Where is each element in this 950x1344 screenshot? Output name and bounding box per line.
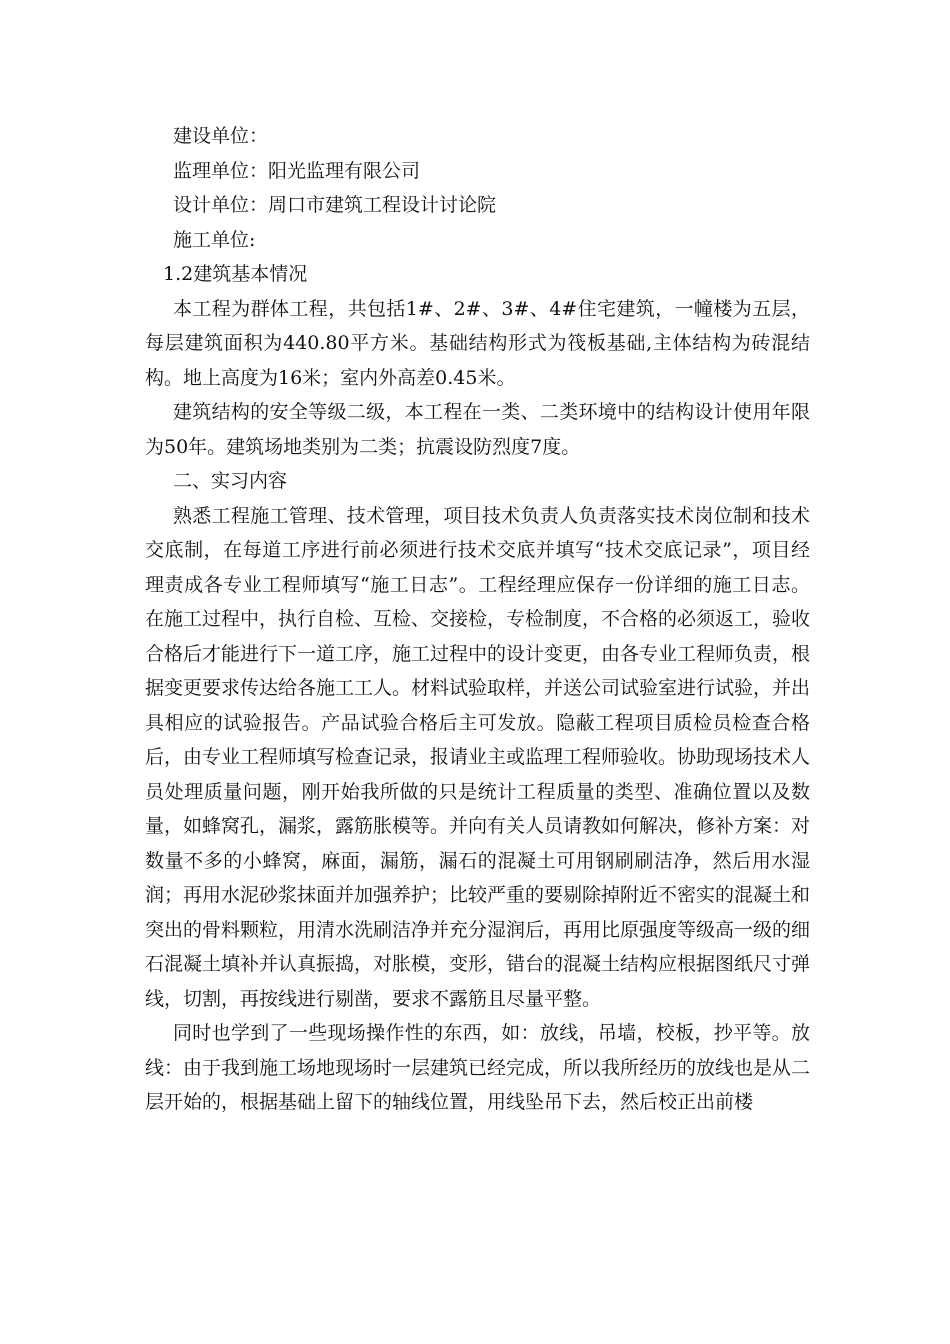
safety-info-paragraph: 建筑结构的安全等级二级，本工程在一类、二类环境中的结构设计使用年限为50年。建筑场地类别为二类；抗震设防烈度7度。: [145, 401, 810, 458]
section-heading-1-2: 1.2建筑基本情况: [163, 263, 308, 285]
document-body: [145, 119, 810, 1120]
field-operations-paragraph: 同时也学到了一些现场操作性的东西，如：放线，吊墙，校板，抄平等。放线：由于我到施工场地现场时一层建筑已经完成，所以我所经历的放线也是从二层开始的，根据基础上留下的轴线位置，用线坠吊下去，然后校正出前楼: [145, 1022, 811, 1113]
building-info-paragraph: 本工程为群体工程，共包括1#、2#、3#、4#住宅建筑，一幢楼为五层，每层建筑面积为440.80平方米。基础结构形式为筏板基础,主体结构为砖混结构。地上高度为16米；室内外高差0.45米。: [145, 297, 810, 389]
supervision-unit-line: 监理单位：阳光监理有限公司: [173, 159, 421, 182]
builder-unit-line: 施工单位:: [173, 228, 256, 251]
construction-unit-line: 建设单位：: [173, 125, 269, 147]
internship-content-paragraph: 熟悉工程施工管理、技术管理，项目技术负责人负责落实技术岗位制和技术交底制，在每道工序进行前必须进行技术交底并填写“技术交底记录”，项目经理责成各专业工程师填写“施工日志”。工程经理应保存一份详细的施工日志。在施工过程中，执行自检、互检、交接检，专检制度，不合格的必须返工，验收合格后才能进行下一道工序，施工过程中的设计变更，由各专业工程师负责，根据变更要求传达给各施工工人。材料试验取样，并送公司试验室进行试验，并出具相应的试验报告。产品试验合格后主可发放。隐蔽工程项目质检员检查合格后，由专业工程师填写检查记录，报请业主或监理工程师验收。协助现场技术人员处理质量问题，刚开始我所做的只是统计工程质量的类型、准确位置以及数量，如蜂窝孔，漏浆，露筋胀模等。并向有关人员请教如何解决，修补方案：对数量不多的小蜂窝，麻面，漏筋，漏石的混凝土可用钢刷刷洁净，然后用水湿润；再用水泥砂浆抹面并加强养护；比较严重的要剔除掉附近不密实的混凝土和突出的骨料颗粒，用清水洗刷洁净并充分湿润后，再用比原强度等级高一级的细石混凝土填补并认真振捣，对胀模，变形，错台的混凝土结构应根据图纸尺寸弹线，切割，再按线进行剔凿，要求不露筋且尽量平整。: [145, 504, 811, 1010]
section-heading-2: 二、实习内容: [173, 470, 288, 492]
design-unit-line: 设计单位：周口市建筑工程设计讨论院: [173, 194, 497, 216]
